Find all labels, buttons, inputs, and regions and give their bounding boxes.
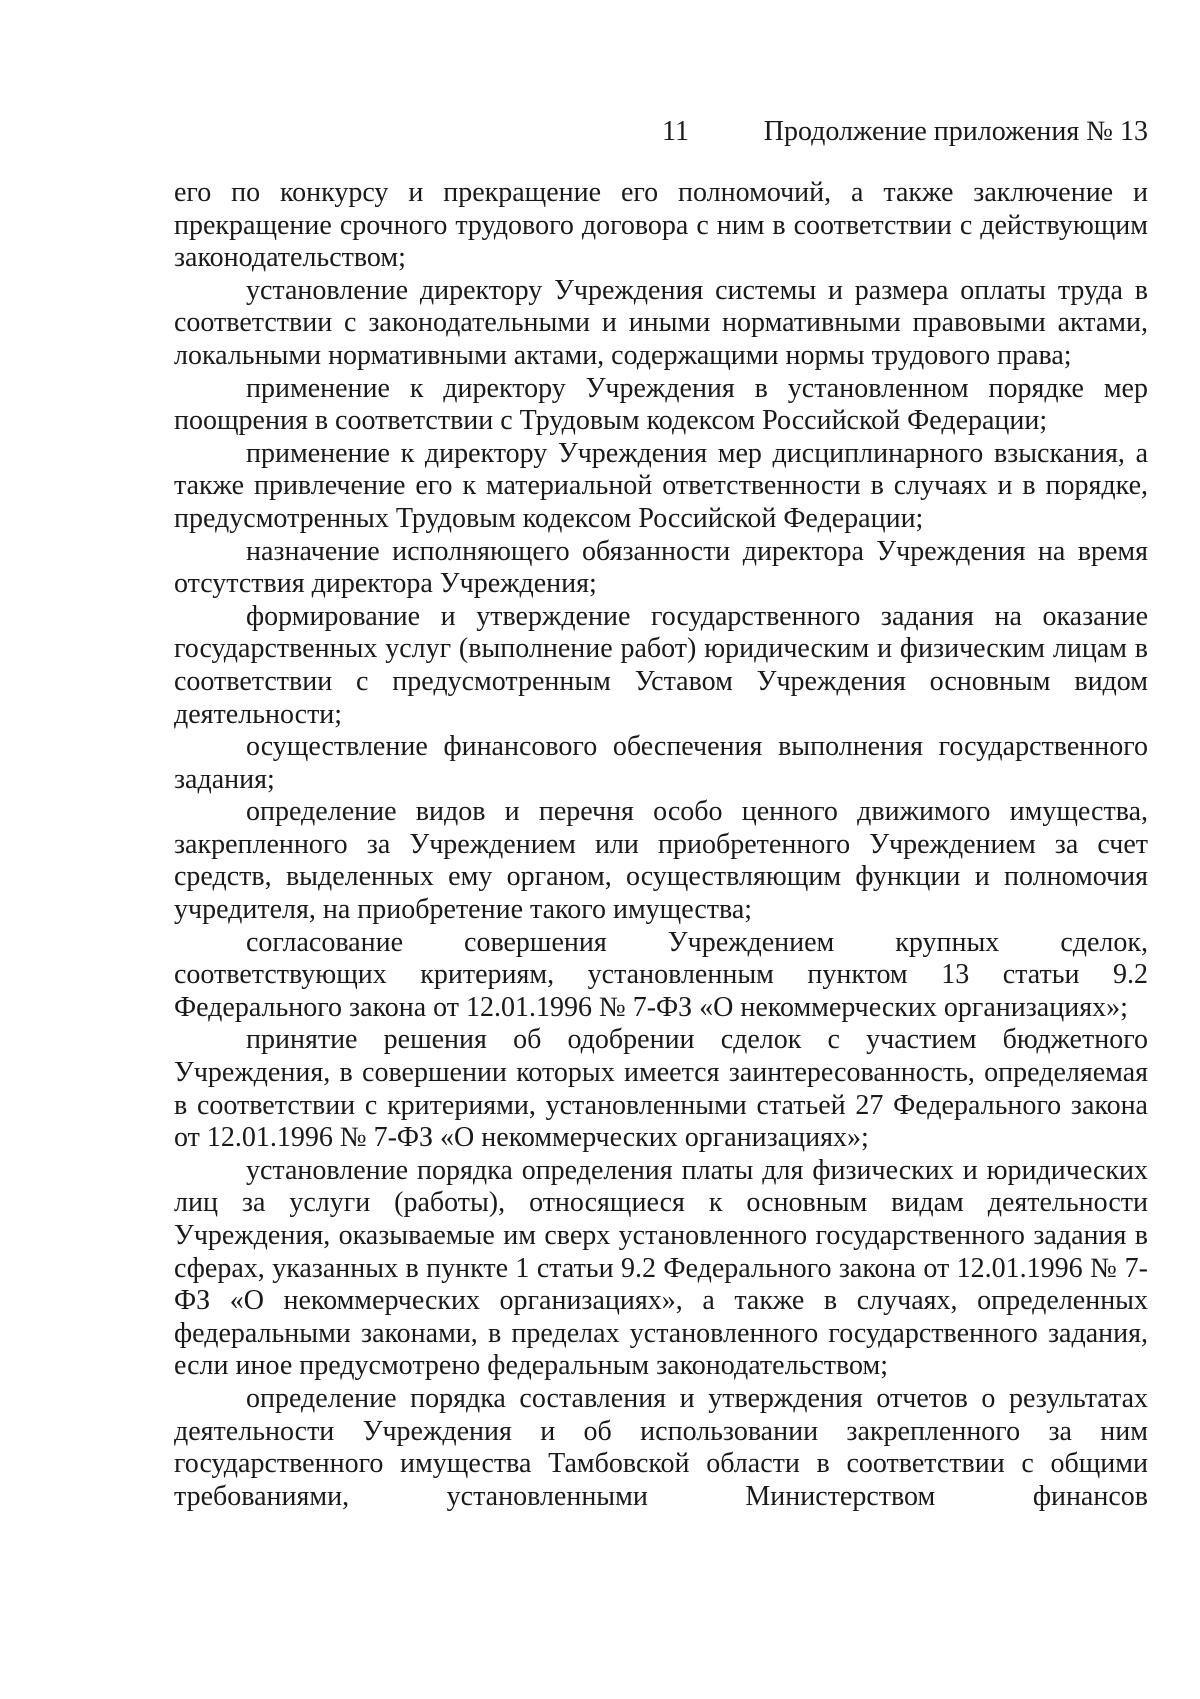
page-number: 11 (662, 116, 689, 147)
paragraph: его по конкурсу и прекращение его полномочий, а также заключение и прекращение срочного трудового договора с ним в соответствии с действующим законодательством; (174, 177, 1148, 274)
paragraph: определение порядка составления и утверждения отчетов о результатах деятельности Учреждения и об использовании закрепленного за ним государственного имущества Тамбовской области в соответствии с общими требованиями, установленными Министерством финансов (174, 1382, 1148, 1512)
paragraph: назначение исполняющего обязанности директора Учреждения на время отсутствия директора Учреждения; (174, 535, 1148, 600)
paragraph: применение к директору Учреждения в установленном порядке мер поощрения в соответствии с Трудовым кодексом Российской Федерации; (174, 372, 1148, 437)
paragraph: принятие решения об одобрении сделок с участием бюджетного Учреждения, в совершении которых имеется заинтересованность, определяемая в соответствии с критериями, установленными статьей 27 Федерального закона от 12.01.1996 № 7-ФЗ «О некоммерческих организациях»; (174, 1024, 1148, 1154)
paragraph: применение к директору Учреждения мер дисциплинарного взыскания, а также привлечение его к материальной ответственности в случаях и в порядке, предусмотренных Трудовым кодексом Российской Федерации; (174, 437, 1148, 534)
paragraph: определение видов и перечня особо ценного движимого имущества, закрепленного за Учреждением или приобретенного Учреждением за счет средств, выделенных ему органом, осуществляющим функции и полномочия учредителя, на приобретение такого имущества; (174, 796, 1148, 926)
paragraph: осуществление финансового обеспечения выполнения государственного задания; (174, 731, 1148, 795)
document-body (174, 177, 1148, 1513)
paragraph: формирование и утверждение государственного задания на оказание государственных услуг (выполнение работ) юридическим и физическим лицам в соответствии с предусмотренным Уставом Учреждения основным видом деятельности; (174, 600, 1148, 730)
paragraph: установление директору Учреждения системы и размера оплаты труда в соответствии с законодательными и иными нормативными правовыми актами, локальными нормативными актами, содержащими нормы трудового права; (174, 274, 1148, 371)
appendix-caption: Продолжение приложения № 13 (763, 116, 1148, 147)
paragraph: установление порядка определения платы для физических и юридических лиц за услуги (работы), относящиеся к основным видам деятельности Учреждения, оказываемые им сверх установленного государственного задания в сферах, указанных в пункте 1 статьи 9.2 Федерального закона от 12.01.1996 № 7-ФЗ «О некоммерческих организациях», а также в случаях, определенных федеральными законами, в пределах установленного государственного задания, если иное предусмотрено федеральным законодательством; (174, 1154, 1148, 1382)
paragraph: согласование совершения Учреждением крупных сделок, соответствующих критериям, установленным пунктом 13 статьи 9.2 Федерального закона от 12.01.1996 № 7-ФЗ «О некоммерческих организациях»; (174, 926, 1148, 1023)
page-header (0, 112, 1200, 152)
